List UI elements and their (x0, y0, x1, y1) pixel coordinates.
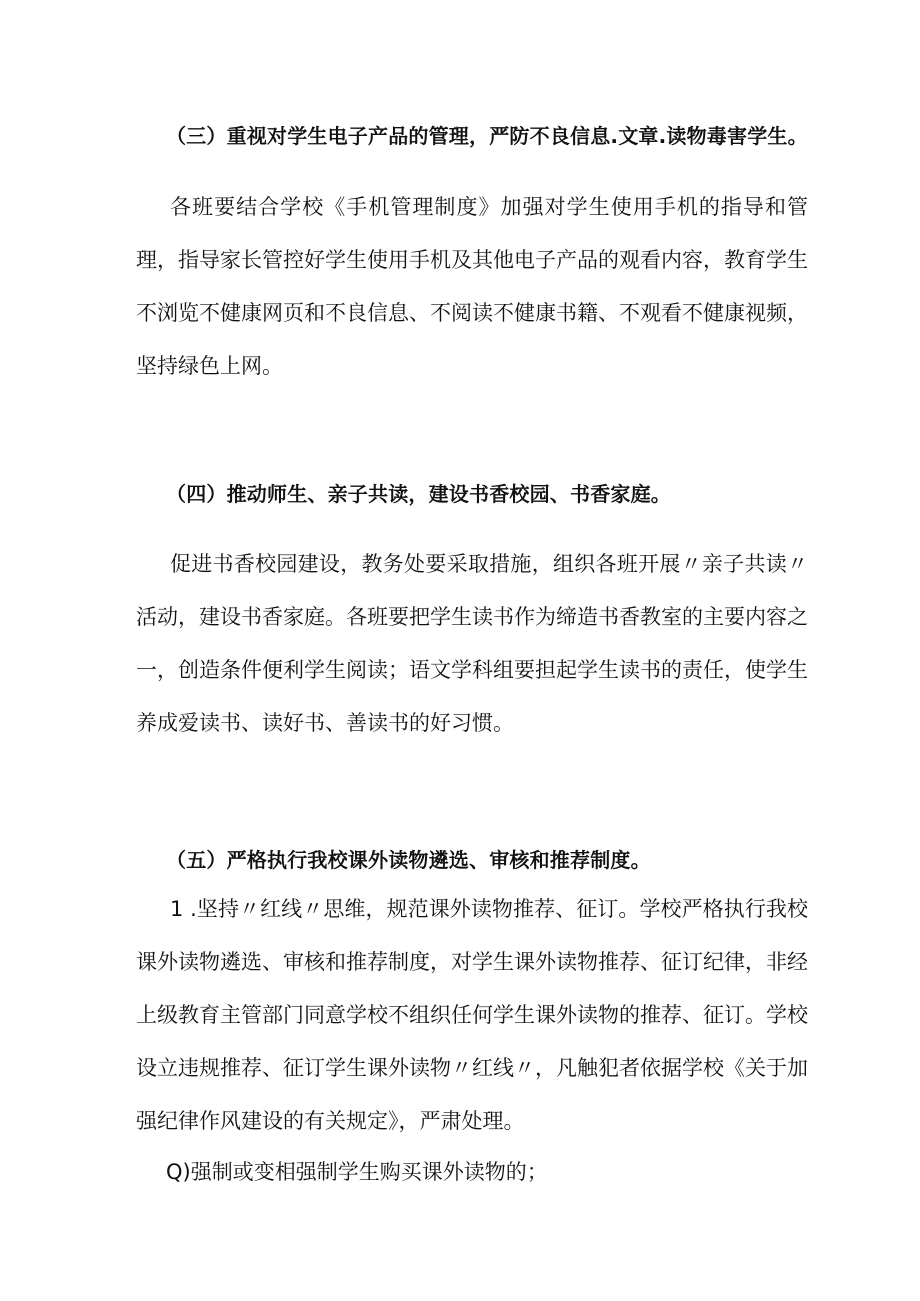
section-3-heading: （三）重视对学生电子产品的管理，严防不良信息.文章.读物毒害学生。 (166, 124, 808, 148)
section-4-heading: （四）推动师生、亲子共读，建设书香校园、书香家庭。 (166, 482, 671, 506)
section-3-body: 各班要结合学校《手机管理制度》加强对学生使用手机的指导和管理，指导家长管控好学生使用手机及其他电子产品的观看内容，教育学生不浏览不健康网页和不良信息、不阅读不健康书籍、不观看不健康视频，坚持绿色上网。 (136, 195, 808, 378)
section-5-body: 1 .坚持〃红线〃思维，规范课外读物推荐、征订。学校严格执行我校课外读物遴选、审核和推荐制度，对学生课外读物推荐、征订纪律，非经上级教育主管部门同意学校不组织任何学生课外读物的推荐、征订。学校设立违规推荐、征订学生课外读物〃红线〃，凡触犯者依据学校《关于加强纪律作风建设的有关规定》，严肃处理。 (136, 897, 808, 1133)
section-5-list-item: Q)强制或变相强制学生购买课外读物的； (166, 1160, 548, 1184)
section-4-body: 促进书香校园建设，教务处要采取措施，组织各班开展〃亲子共读〃活动，建设书香家庭。各班要把学生读书作为缔造书香教室的主要内容之一，创造条件便利学生阅读；语文学科组要担起学生读书的责任，使学生养成爱读书、读好书、善读书的好习惯。 (136, 552, 808, 735)
section-5-heading: （五）严格执行我校课外读物遴选、审核和推荐制度。 (166, 848, 651, 872)
